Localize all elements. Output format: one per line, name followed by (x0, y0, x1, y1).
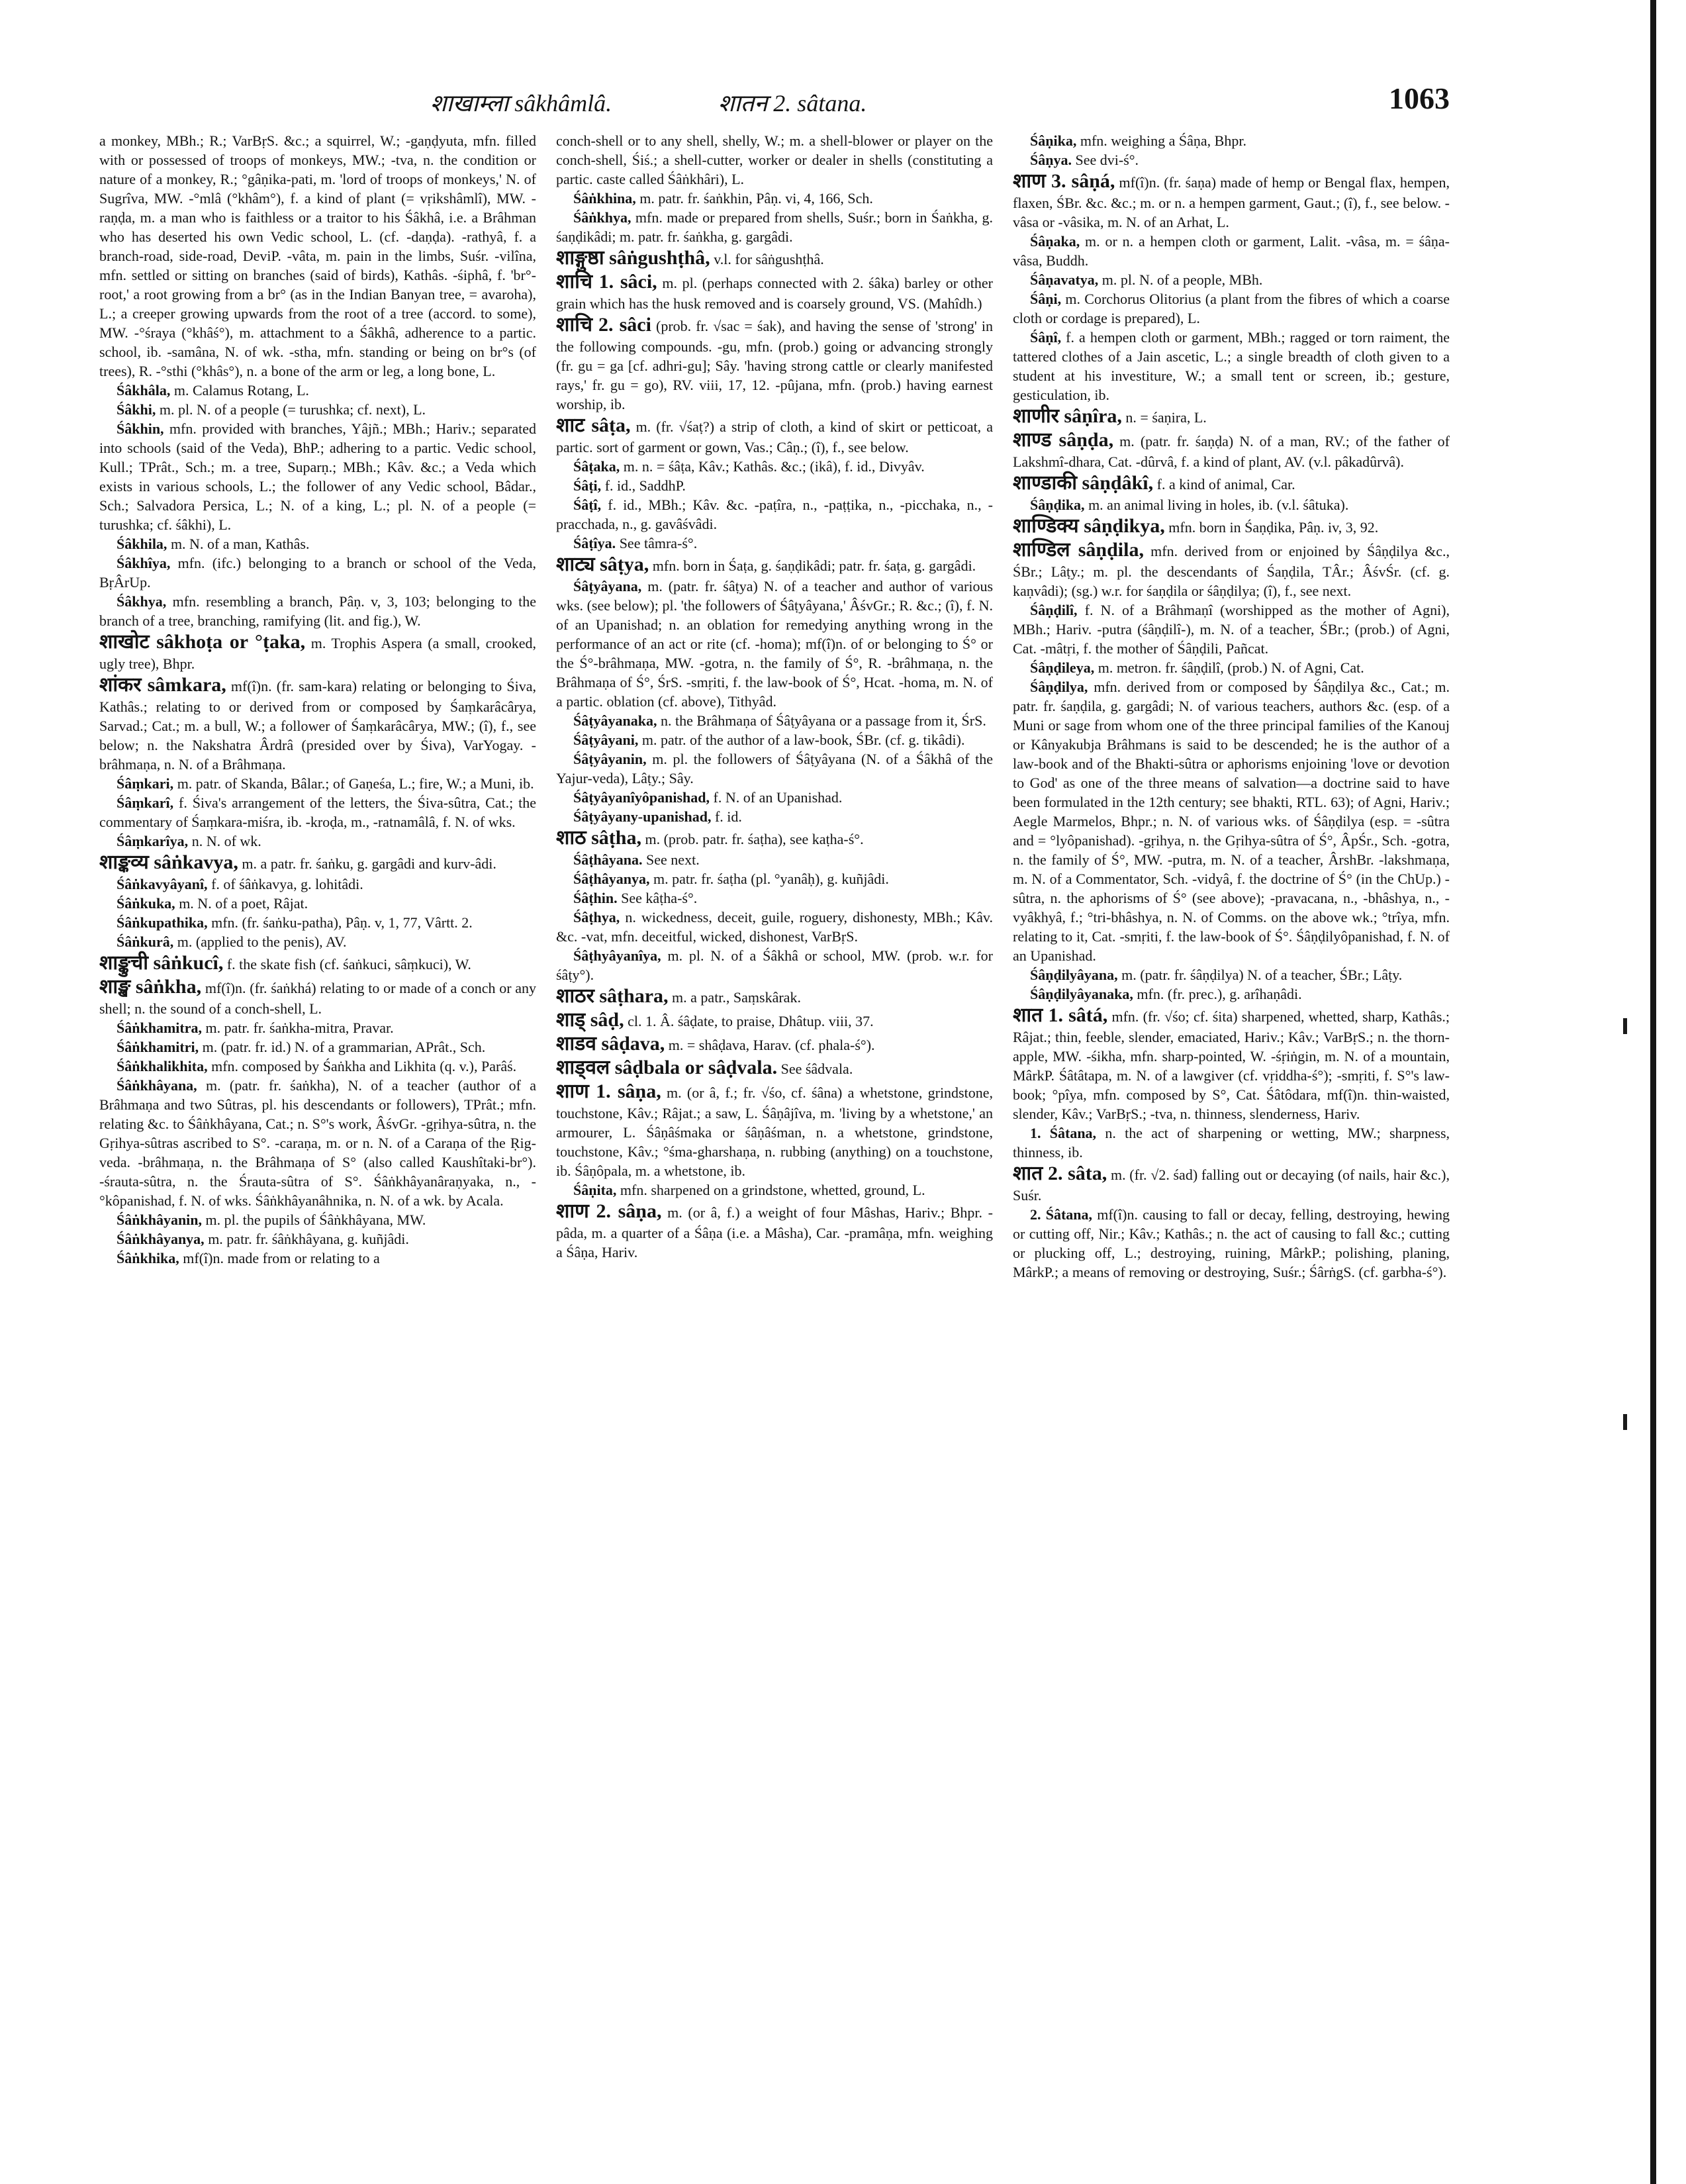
entry-definition: f. the skate fish (cf. śaṅkuci, sâṃkuci), W. (226, 956, 471, 973)
dictionary-columns (99, 131, 1450, 2140)
dictionary-entry (1013, 328, 1450, 404)
entry-definition: conch-shell or to any shell, shelly, W.; m. a shell-blower or player on the conch-shell, Śiś.; a shell-cutter, worker or dealer in shells (constituting a partic. caste called Śâṅkhâri), L. (556, 132, 993, 187)
main-headword: शात 1. sâtá, (1013, 1004, 1108, 1026)
dictionary-entry (1013, 1205, 1450, 1282)
main-headword: शाण 2. sâṇa, (556, 1200, 662, 1222)
dictionary-entry (99, 793, 536, 831)
entry-definition: m. (patr. fr. śaṇḍa) N. of a man, RV.; of the father of Lakshmî-dhara, Cat. -dûrvâ, f. a kind of plant, AV. (v.l. pâkadûrvâ). (1013, 433, 1450, 470)
column-3 (1013, 131, 1450, 2140)
entry-definition: mfn. sharpened on a grindstone, whetted, ground, L. (620, 1182, 925, 1198)
dictionary-entry (556, 807, 993, 826)
dictionary-entry (99, 673, 536, 774)
sub-headword: Śâṃkari, (117, 775, 174, 792)
entry-definition: m. pl. N. of a people (= turushka; cf. next), L. (159, 401, 426, 418)
entry-definition: m. patr. fr. śaṅkha-mitra, Pravar. (205, 1020, 394, 1036)
entry-definition: f. N. of an Upanishad. (713, 789, 843, 806)
dictionary-entry (1013, 1162, 1450, 1205)
sub-headword: Śâṇḍilyâyanaka, (1030, 986, 1133, 1002)
dictionary-entry (1013, 984, 1450, 1004)
sub-headword: Śâṅkhamitra, (117, 1020, 202, 1036)
entry-definition: f. id. (714, 808, 742, 825)
main-headword: शाण्डाकी sâṇḍâkî, (1013, 472, 1154, 494)
dictionary-entry (556, 826, 993, 850)
dictionary-entry (1013, 658, 1450, 677)
margin-mark (1623, 1018, 1627, 1034)
dictionary-entry (556, 869, 993, 888)
dictionary-entry (99, 851, 536, 875)
right-margin-rule (1650, 0, 1656, 2184)
sub-headword: Śâṅkhâyanya, (117, 1231, 205, 1247)
entry-definition: m. or n. a hempen cloth or garment, Lalit. -vâsa, m. = śâṇa-vâsa, Buddh. (1013, 233, 1450, 269)
dictionary-entry (556, 495, 993, 534)
entry-definition: m. (prob. patr. fr. śaṭha), see kaṭha-ś°. (645, 831, 864, 847)
dictionary-entry (1013, 965, 1450, 984)
entry-definition: m. patr. fr. śaṭha (pl. °yanâḥ), g. kuñjâdi. (653, 871, 889, 887)
entry-definition: m. (applied to the penis), AV. (177, 933, 347, 950)
sub-headword: Śâṭhyâyanîya, (573, 947, 661, 964)
main-headword: शाड्वल sâḍbala or sâḍvala. (556, 1057, 778, 1078)
main-headword: शाणीर sâṇîra, (1013, 405, 1122, 427)
sub-headword: Śâṇya. (1030, 152, 1072, 168)
entry-definition: f. a hempen cloth or garment, MBh.; ragged or torn raiment, the tattered clothes of a Jain ascetic, L.; a single breadth of cloth given to a student at his investiture, W.; a small tent or screen, ib.; gesture, gesticulation, ib. (1013, 329, 1450, 403)
dictionary-entry (1013, 270, 1450, 289)
sub-headword: Śâṅkuka, (117, 895, 175, 912)
sub-headword: Śâṇḍilyâyana, (1030, 967, 1118, 983)
sub-headword: Śâkhin, (117, 420, 164, 437)
dictionary-entry (556, 414, 993, 457)
entry-definition: m. patr. fr. śaṅkhin, Pâṇ. vi, 4, 166, Sch. (639, 190, 873, 207)
margin-mark (1623, 1414, 1627, 1430)
entry-definition: n. the act of sharpening or wetting, MW.; sharpness, thinness, ib. (1013, 1125, 1450, 1161)
dictionary-entry (556, 788, 993, 807)
dictionary-entry (99, 875, 536, 894)
dictionary-entry (556, 457, 993, 476)
column-1 (99, 131, 536, 2140)
main-headword: शांकर sâmkara, (99, 674, 226, 696)
main-headword: शाखोट sâkhoṭa or °ṭaka, (99, 631, 306, 653)
entry-definition: m. pl. the followers of Śâṭyâyana (N. of a Śâkhâ of the Yajur-veda), Lâṭy.; Sây. (556, 751, 993, 786)
dictionary-entry (556, 908, 993, 946)
sub-headword: Śâṭyâyanin, (573, 751, 647, 767)
sub-headword: Śâṅkhina, (573, 190, 636, 207)
dictionary-entry (1013, 169, 1450, 232)
dictionary-entry (99, 951, 536, 975)
dictionary-entry (99, 553, 536, 592)
entry-definition: mfn. made or prepared from shells, Suśr.; born in Śaṅkha, g. śaṇḍikâdi; m. patr. fr. śaṅkha, g. gargâdi. (556, 209, 993, 245)
dictionary-entry (556, 189, 993, 208)
sub-headword: Śâṭhin. (573, 890, 618, 906)
entry-definition: f. a kind of animal, Car. (1156, 476, 1295, 493)
header-center-catchword: शातन 2. sâtana. (718, 90, 867, 117)
entry-definition: m. (patr. fr. śaṅkha), N. of a teacher (author of a Brâhmaṇa and two Sûtras, pl. his descendants or followers), TPrât.; mfn. relating &c. to Śâṅkhâyana, Cat.; n. S°'s work, ÂśvGr. -gṛihya-sûtra, n. the Gṛihya-sûtras ascribed to S°. -caraṇa, m. or n. N. of a Caraṇa of the Ṛig-veda. -brâhmaṇa, n. the Brâhmaṇa of S° (also called Kaushîtaki-br°). -śrauta-sûtra, n. the Śrauta-sûtra of S°. Śâṅkhâyanâraṇyaka, n., -°kôpanishad, f. N. of wks. Śâṅkhâyanâhnika, n. N. of a wk. by Acala. (99, 1077, 536, 1209)
dictionary-entry (99, 975, 536, 1018)
entry-definition: m. N. of a poet, Râjat. (179, 895, 308, 912)
dictionary-entry (1013, 600, 1450, 658)
sub-headword: Śâṭyâyanîyôpanishad, (573, 789, 710, 806)
main-headword: शाडव sâḍava, (556, 1033, 665, 1055)
sub-headword: Śâṇḍilya, (1030, 679, 1088, 695)
dictionary-entry (1013, 538, 1450, 600)
entry-definition: a monkey, MBh.; R.; VarBṛS. &c.; a squirrel, W.; -gaṇḍyuta, mfn. filled with or possessed of troops of monkeys, MW.; -tva, n. the condition or nature of a monkey, R.; °gâṇika-pati, m. 'lord of troops of monkeys,' N. of Sugrîva, MW. -°mlâ (°khâm°), f. a kind of plant (= vṛikshâmlî), MW. -raṇḍa, m. a man who is faithless or a traitor to his Śâkhâ, i.e. a Brâhman who has deserted his own Vedic school, L. (cf. -daṇḍa). -rathyâ, f. a branch-road, side-road, DeviP. -vâta, m. pain in the limbs, Suśr. -vilîna, mfn. settled or sitting on branches (said of birds), Kathâs. -śiphâ, f. 'br°-root,' a root growing from a br° (as in the Indian Banyan tree, = avaroha), L.; a creeper growing upwards from the root of a tree (accord. to some), MW. -°śraya (°khâś°), m. attachment to a Śâkhâ, adherence to a partic. school, ib. -samâna, N. of wk. -stha, mfn. standing or being on br°s (of trees), R. -°sthi (°khâs°), n. a bone of the arm or leg, a long bone, L. (99, 132, 536, 379)
entry-definition: See kâṭha-ś°. (621, 890, 698, 906)
entry-definition: m. an animal living in holes, ib. (v.l. śâtuka). (1088, 497, 1349, 513)
entry-definition: mfn. (fr. śaṅku-patha), Pâṇ. v, 1, 77, Vârtt. 2. (211, 914, 473, 931)
entry-definition: m. (fr. √śaṭ?) a strip of cloth, a kind of skirt or petticoat, a partic. sort of garment or gown, Vas.; Câṇ.; (î), f., see below. (556, 418, 993, 455)
entry-definition: m. metron. fr. śâṇḍilî, (prob.) N. of Agni, Cat. (1098, 659, 1364, 676)
main-headword: शाण्ड sâṇḍa, (1013, 429, 1114, 451)
entry-definition: mf(î)n. causing to fall or decay, felling, destroying, hewing or cutting off, Nir.; Kâv.; Kathâs.; n. the act of causing to fall &c.; cutting or plucking off, L.; destroying, ruining, MârkP.; polishing, planing, MârkP.; a means of removing or destroying, Suśr.; ŚârṅgS. (cf. garbha-ś°). (1013, 1206, 1450, 1280)
entry-definition: n. the Brâhmaṇa of Śâṭyâyana or a passage from it, ŚrS. (661, 712, 986, 729)
main-headword: शाचि 2. sâci (556, 314, 651, 336)
entry-definition: mf(î)n. made from or relating to a (183, 1250, 380, 1266)
dictionary-entry (1013, 404, 1450, 428)
dictionary-entry (1013, 131, 1450, 150)
sub-headword: Śâṭhâyanya, (573, 871, 650, 887)
entry-definition: See dvi-ś°. (1075, 152, 1139, 168)
entry-definition: mfn. resembling a branch, Pâṇ. v, 3, 103; belonging to the branch of a tree, branching, ramifying (lit. and fig.), W. (99, 593, 536, 629)
entry-definition: mf(î)n. (fr. śaṅkhá) relating to or made of a conch or any shell; n. the sound of a conch-shell, L. (99, 980, 536, 1017)
sub-headword: Śâṅkhâyanin, (117, 1211, 203, 1228)
entry-definition: mf(î)n. (fr. sam-kara) relating or belonging to Śiva, Kathâs.; relating to or derived from or composed by Śaṃkarâcârya, Sarvad.; Cat.; m. a bull, W.; a follower of Śaṃkarâcârya, MW.; (î), f., see below; n. the Nakshatra Ârdrâ (presided over by Śiva), VarYogay. -brâhmaṇa, n. N. of a Brâhmaṇa. (99, 678, 536, 773)
dictionary-entry (1013, 1123, 1450, 1162)
header-left-catchword: शाखाम्ला sâkhâmlâ. (430, 90, 612, 117)
sub-headword: Śâkhi, (117, 401, 156, 418)
sub-headword: Śâṭîya. (573, 535, 616, 551)
sub-headword: Śâṅkurâ, (117, 933, 174, 950)
entry-definition: m. Calamus Rotang, L. (173, 382, 309, 399)
main-headword: शाङ्गुष्ठा sâṅgushṭhâ, (556, 247, 710, 269)
entry-definition: mfn. (fr. √śo; cf. śita) sharpened, whetted, sharp, Kathâs.; Râjat.; thin, feeble, slender, emaciated, Hariv.; Kâv.; VarBṛS.; n. the thorn-apple, MW. -śikha, mfn. sharp-pointed, W. -śṛiṅgin, m. N. of a mountain, MârkP. Śâtâtapa, m. N. of a lawgiver (cf. vṛiddha-ś°); -smṛiti, f. S°'s law-book; °pîya, mfn. composed by S°, Cat. Śâtôdara, mf(î)n. thin-waisted, slender, Kâv.; VarBṛS.; -tva, n. thinness, slenderness, Hariv. (1013, 1008, 1450, 1122)
entry-definition: mfn. weighing a Śâṇa, Bhpr. (1080, 132, 1246, 149)
entry-definition: mfn. born in Śaṭa, g. śaṇḍikâdi; patr. fr. śaṭa, g. gargâdi. (652, 557, 976, 574)
sub-headword: Śâṭyâyani, (573, 732, 639, 748)
dictionary-entry (1013, 495, 1450, 514)
entry-definition: f. N. of a Brâhmaṇî (worshipped as the mother of Agni), MBh.; Hariv. -putra (śâṇḍilî-), m. N. of a teacher, ŚBr.; (prob.) of Agni, Cat. -mâtṛi, f. the mother of Śâṇḍili, Pañcat. (1013, 602, 1450, 657)
dictionary-entry (99, 1018, 536, 1037)
sub-headword: Śâkhîya, (117, 555, 171, 571)
dictionary-entry (556, 577, 993, 711)
dictionary-entry (1013, 150, 1450, 169)
dictionary-entry (1013, 232, 1450, 270)
sub-headword: Śâṭhya, (573, 909, 620, 926)
entry-definition: m. Corchorus Olitorius (a plant from the fibres of which a coarse cloth or cordage is prepared), L. (1013, 291, 1450, 326)
dictionary-entry (99, 419, 536, 534)
entry-definition: m. patr. of Skanda, Bâlar.; of Gaṇeśa, L.; fire, W.; a Muni, ib. (177, 775, 534, 792)
entry-definition: m. a patr., Saṃskârak. (672, 989, 801, 1006)
entry-definition: n. N. of wk. (191, 833, 261, 849)
sub-headword: Śâṅkhalikhita, (117, 1058, 208, 1074)
entry-definition: mfn. (fr. prec.), g. arîhaṇâdi. (1137, 986, 1302, 1002)
entry-definition: m. a patr. fr. śaṅku, g. gargâdi and kurv-âdi. (242, 855, 496, 872)
dictionary-entry (556, 313, 993, 414)
sub-headword: Śâṇi, (1030, 291, 1062, 307)
sub-headword: Śâṇî, (1030, 329, 1062, 346)
dictionary-entry (556, 270, 993, 313)
sub-headword: 2. Śâtana, (1030, 1206, 1093, 1223)
dictionary-entry (556, 850, 993, 869)
page-number: 1063 (1389, 81, 1450, 115)
main-headword: शात 2. sâta, (1013, 1163, 1107, 1184)
entry-definition: m. patr. of the author of a law-book, ŚBr. (cf. g. tikâdi). (641, 732, 965, 748)
dictionary-entry (556, 553, 993, 577)
dictionary-entry (99, 534, 536, 553)
sub-headword: Śâṇaka, (1030, 233, 1080, 250)
dictionary-entry (99, 1076, 536, 1210)
entry-definition: mfn. born in Śaṇḍika, Pâṇ. iv, 3, 92. (1168, 519, 1379, 536)
entry-definition: n. = śaṇira, L. (1125, 409, 1207, 426)
dictionary-entry (556, 534, 993, 553)
dictionary-entry (556, 1008, 993, 1032)
sub-headword: Śâṭyâyanaka, (573, 712, 657, 729)
column-2 (556, 131, 993, 2140)
sub-headword: Śâṭyâyana, (573, 578, 642, 594)
dictionary-entry (1013, 289, 1450, 328)
sub-headword: Śâṭî, (573, 497, 602, 513)
dictionary-entry (556, 946, 993, 984)
dictionary-entry (556, 246, 993, 270)
dictionary-entry (1013, 428, 1450, 471)
main-headword: शाण्डिक्य sâṇḍikya, (1013, 515, 1165, 537)
dictionary-entry (556, 1056, 993, 1080)
sub-headword: Śâṅkupathika, (117, 914, 208, 931)
entry-definition: m. pl. N. of a people, MBh. (1101, 271, 1263, 288)
entry-definition: m. N. of a man, Kathâs. (170, 536, 310, 552)
entry-definition: See tâmra-ś°. (619, 535, 698, 551)
sub-headword: Śâṅkhya, (573, 209, 632, 226)
main-headword: शाङ्ख sâṅkha, (99, 976, 202, 998)
dictionary-entry (556, 1080, 993, 1180)
dictionary-entry (556, 711, 993, 730)
dictionary-entry (99, 774, 536, 793)
sub-headword: Śâkhâla, (117, 382, 171, 399)
dictionary-entry (556, 1032, 993, 1056)
dictionary-entry (556, 1180, 993, 1200)
dictionary-entry (99, 131, 536, 381)
entry-definition: See next. (646, 851, 700, 868)
main-headword: शाड् sâḍ, (556, 1009, 624, 1031)
entry-definition: v.l. for sâṅgushṭhâ. (714, 251, 824, 267)
dictionary-entry (1013, 1004, 1450, 1123)
dictionary-entry (99, 381, 536, 400)
entry-definition: mfn. (ifc.) belonging to a branch or school of the Veda, BṛÂrUp. (99, 555, 536, 591)
dictionary-entry (99, 1229, 536, 1249)
sub-headword: 1. Śâtana, (1030, 1125, 1097, 1141)
entry-definition: m. Trophis Aspera (a small, crooked, ugly tree), Bhpr. (99, 635, 536, 672)
entry-definition: m. (patr. fr. id.) N. of a grammarian, APrât., Sch. (202, 1039, 486, 1055)
entry-definition: cl. 1. Â. śâḍate, to praise, Dhâtup. viii, 37. (628, 1013, 874, 1029)
entry-definition: m. (or â, f.; fr. √śo, cf. śâna) a whetstone, grindstone, touchstone, Kâv.; Râjat.; a saw, L. Śâṇâjîva, m. 'living by a whetstone,' an armourer, L. Śâṇâśmaka or śâṇâśman, n. a whetstone, grindstone, touchstone, Kâv.; °śma-gharshaṇa, n. rubbing (anything) on a touchstone, ib. Śâṇôpala, m. a whetstone, ib. (556, 1084, 993, 1179)
sub-headword: Śâṇika, (1030, 132, 1077, 149)
dictionary-entry (1013, 471, 1450, 495)
dictionary-entry (556, 208, 993, 246)
entry-definition: mf(î)n. (fr. śaṇa) made of hemp or Bengal flax, hempen, flaxen, ŚBr. &c. &c.; m. or n. a hempen garment, Gaut.; (î), f., see below. -vâsa or -vâsika, m. N. of an Arhat, L. (1013, 174, 1450, 230)
sub-headword: Śâṃkarîya, (117, 833, 189, 849)
entry-definition: mfn. composed by Śaṅkha and Likhita (q. v.), Parâś. (211, 1058, 517, 1074)
sub-headword: Śâṇḍika, (1030, 497, 1085, 513)
main-headword: शाठ sâṭha, (556, 827, 641, 849)
entry-definition: m. pl. (perhaps connected with 2. śâka) barley or other grain which has the husk removed and is coarsely ground, VS. (Mahîdh.) (556, 275, 993, 312)
main-headword: शाङ्कव्य sâṅkavya, (99, 851, 238, 873)
sub-headword: Śâṅkhâyana, (117, 1077, 197, 1094)
entry-definition: f. Śiva's arrangement of the letters, the Śiva-sûtra, Cat.; the commentary of Śaṃkara-miśra, ib. -kroḍa, m., -ratnamâlâ, f. N. of wks. (99, 794, 536, 830)
sub-headword: Śâṭhâyana. (573, 851, 643, 868)
sub-headword: Śâṇavatya, (1030, 271, 1099, 288)
entry-definition: m. n. = śâṭa, Kâv.; Kathâs. &c.; (ikâ), f. id., Divyâv. (623, 458, 925, 475)
entry-definition: f. id., MBh.; Kâv. &c. -paṭîra, n., -paṭṭika, n., -picchaka, n., -pracchada, n., g. gavâśvâdi. (556, 497, 993, 532)
dictionary-entry (99, 1249, 536, 1268)
sub-headword: Śâṅkhamitri, (117, 1039, 199, 1055)
sub-headword: Śâṅkavyâyanî, (117, 876, 208, 892)
dictionary-entry (99, 592, 536, 630)
dictionary-entry (1013, 514, 1450, 538)
dictionary-entry (556, 749, 993, 788)
entry-definition: n. wickedness, deceit, guile, roguery, dishonesty, MBh.; Kâv. &c. -vat, mfn. deceitful, wicked, dishonest, VarBṛS. (556, 909, 993, 945)
dictionary-entry (556, 984, 993, 1008)
dictionary-entry (99, 831, 536, 851)
entry-definition: mfn. derived from or enjoined by Śâṇḍilya &c., ŚBr.; Lâṭy.; m. pl. the descendants of Śaṇḍila, TÂr.; ÂśvŚr. (cf. g. kaṇvâdi); (sg.) w.r. for śaṇḍila or śâṇḍilya; (î), f., see next. (1013, 543, 1450, 599)
entry-definition: f. of śâṅkavya, g. lohitâdi. (211, 876, 363, 892)
entry-definition: m. (fr. √2. śad) falling out or decaying (of nails, hair &c.), Suśr. (1013, 1166, 1450, 1204)
dictionary-entry (99, 400, 536, 419)
dictionary-entry (556, 476, 993, 495)
entry-definition: m. (or â, f.) a weight of four Mâshas, Hariv.; Bhpr. -pâda, m. a quarter of a Śâṇa (i.e. a Mâsha), Car. -pramâṇa, mfn. weighing a Śâṇa, Hariv. (556, 1204, 993, 1260)
dictionary-entry (99, 1210, 536, 1229)
dictionary-entry (556, 1200, 993, 1262)
main-headword: शाचि 1. sâci, (556, 271, 657, 293)
dictionary-entry (99, 932, 536, 951)
dictionary-entry (556, 888, 993, 908)
main-headword: शाट sâṭa, (556, 414, 631, 436)
dictionary-entry (99, 1057, 536, 1076)
page-header (99, 81, 1450, 127)
sub-headword: Śâṭaka, (573, 458, 620, 475)
entry-definition: mfn. provided with branches, Yâjñ.; MBh.; Hariv.; separated into schools (said of the Veda), BhP.; adhering to a partic. Vedic school, Kull.; TPrât., Sch.; m. a tree, Suparṇ.; MBh.; Kâv. &c.; a Veda which exists in various schools, L.; the follower of any Vedic school, Bâdar., Sch.; Salvadora Persica, L.; N. of a king, L.; pl. N. of a people (= turushka; cf. śâkhi), L. (99, 420, 536, 533)
main-headword: शाठर sâṭhara, (556, 985, 669, 1007)
entry-definition: m. (patr. fr. śâṭya) N. of a teacher and author of various wks. (see below); pl. 'the followers of Śâṭyâyana,' ÂśvGr.; R. &c.; (î), f. N. of an Upanishad; n. an oblation for remedying anything wrong in the performance of an act or rite (cf. -homa); mf(î)n. of or belonging to Ś° or the Ś°-brâhmaṇa, MW. -gotra, n. the family of Ś°, R. -brâhmaṇa, n. the Brâhmaṇa of Ś°, ŚrS. -smṛiti, f. the law-book of Ś°, Hcat. -homa, m. N. of a partic. oblation (cf. above), Tithyâd. (556, 578, 993, 710)
entry-definition: (prob. fr. √sac = śak), and having the sense of 'strong' in the following compounds. -gu, mfn. (prob.) going or advancing strongly (fr. gu = ga [cf. adhri-gu]; Sây. 'having strong cattle or clearly manifested rays,' fr. gu = go), RV. viii, 17, 12. -pûjana, mfn. (prob.) having earnest worship, ib. (556, 318, 993, 412)
sub-headword: Śâṇḍilî, (1030, 602, 1078, 618)
sub-headword: Śâkhya, (117, 593, 167, 610)
dictionary-entry (1013, 677, 1450, 965)
sub-headword: Śâṃkarî, (117, 794, 174, 811)
entry-definition: m. = shâḍava, Harav. (cf. phala-ś°). (668, 1037, 875, 1053)
entry-definition: f. id., SaddhP. (604, 477, 686, 494)
sub-headword: Śâṅkhika, (117, 1250, 179, 1266)
dictionary-entry (99, 894, 536, 913)
dictionary-entry (99, 1037, 536, 1057)
sub-headword: Śâṇḍileya, (1030, 659, 1095, 676)
dictionary-entry (556, 131, 993, 189)
entry-definition: m. pl. the pupils of Śâṅkhâyana, MW. (205, 1211, 426, 1228)
main-headword: शाण्डिल sâṇḍila, (1013, 539, 1144, 561)
entry-definition: m. pl. N. of a Śâkhâ or school, MW. (prob. w.r. for śâṭy°). (556, 947, 993, 983)
entry-definition: See śâdvala. (780, 1061, 853, 1077)
dictionary-entry (556, 730, 993, 749)
entry-definition: m. patr. fr. śâṅkhâyana, g. kuñjâdi. (208, 1231, 409, 1247)
dictionary-entry (99, 913, 536, 932)
sub-headword: Śâṭi, (573, 477, 602, 494)
sub-headword: Śâṭyâyany-upanishad, (573, 808, 712, 825)
sub-headword: Śâkhila, (117, 536, 167, 552)
main-headword: शाण 3. sâṇá, (1013, 170, 1115, 192)
entry-definition: mfn. derived from or composed by Śâṇḍilya &c., Cat.; m. patr. fr. śaṇḍila, g. gargâdi; N. of various teachers, authors &c. (esp. of a Muni or sage from whom one of the three principal families of the Kanouj or Kânyakubja Brâhmans is said to be descended; he is the author of a law-book and of the Bhakti-sûtra or aphorisms enjoining 'love or devotion to God' as one of the three means of salvation—a doctrine said to have been formulated in the 12th century; see bhakti, RTL. 63); of Agni, Hariv.; Aegle Marmelos, Bhpr.; n. N. of various wks. of Śâṇḍilya (esp. = -sûtra and = °lyôpanishad). -gṛihya, n. the Gṛihya-sûtra of Ś°, ÂpŚr., Sch. -gotra, n. the family of Ś°, MW. -putra, m. N. of a teacher, ÂrshBr. -lakshmaṇa, m. N. of a Commentator, Sch. -vidyâ, f. the doctrine of Ś° (in the ChUp.) -sûtra, n. the aphorisms of Ś° (see above); -pravacana, n., -bhâshya, n., -vyâkhyâ, f.; °tri-bhâshya, n. N. of Comms. on the above wk.; °trîya, mfn. relating to it, Cat. -smṛiti, f. the law-book of Ś°. Śâṇḍilyôpanishad, f. N. of an Upanishad. (1013, 679, 1450, 964)
sub-headword: Śâṇita, (573, 1182, 617, 1198)
main-headword: शाण 1. sâṇa, (556, 1080, 661, 1102)
main-headword: शाङ्कुची sâṅkucî, (99, 952, 224, 974)
entry-definition: m. (patr. fr. śâṇḍilya) N. of a teacher, ŚBr.; Lâṭy. (1121, 967, 1403, 983)
main-headword: शाट्य sâṭya, (556, 553, 649, 575)
dictionary-entry (99, 630, 536, 673)
